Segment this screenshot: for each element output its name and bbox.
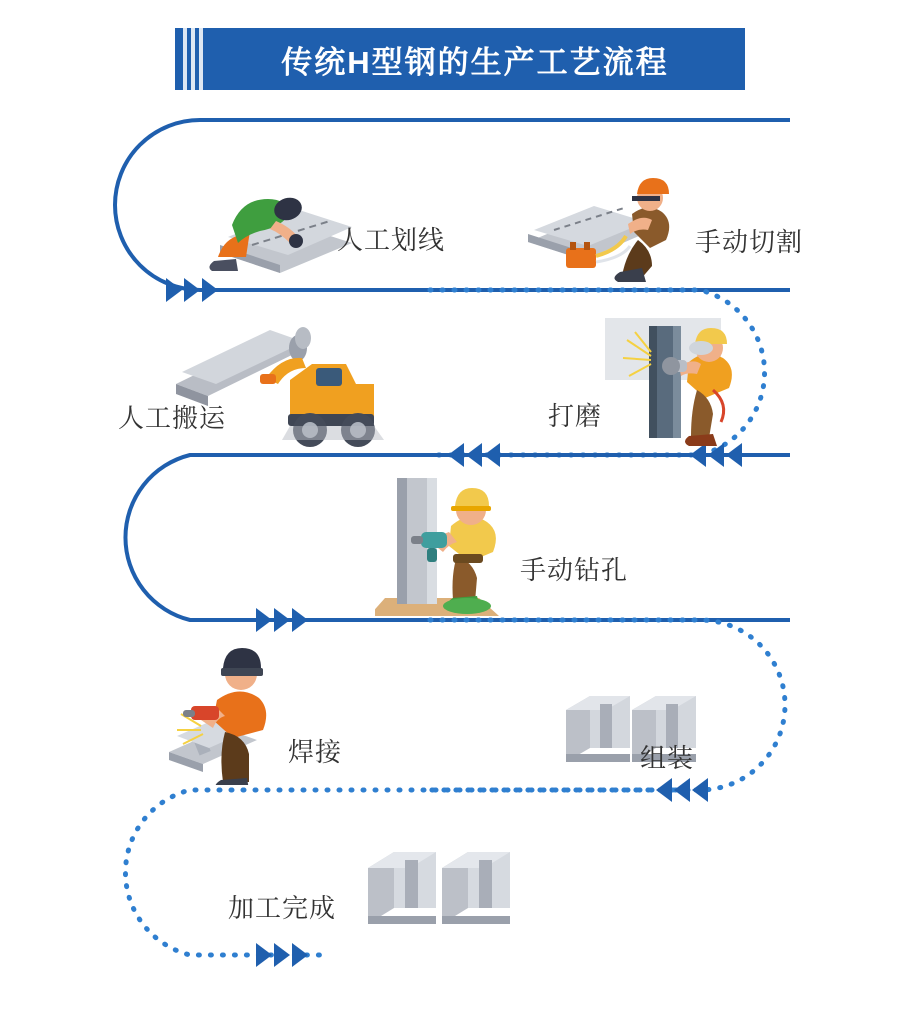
beam-finished-icon [360,832,530,940]
arrow-row2-left [448,443,500,467]
step-label-3: 人工搬运 [118,403,227,433]
arrow-row1-left [166,278,218,302]
step-label-1: 人工划线 [337,225,446,255]
worker-marking-icon [180,165,360,280]
step-label-6: 焊接 [288,737,343,767]
forklift-carry-icon [170,322,405,457]
step-label-4: 打磨 [548,401,603,431]
page-title: 传统H型钢的生产工艺流程 [281,44,669,80]
arrow-row4-right [656,778,708,802]
header-accent-bars [183,28,209,90]
page-header [175,28,745,90]
worker-cutting-icon [520,168,685,286]
worker-grinding-icon [605,318,755,448]
arrow-row3-left [256,608,308,632]
step-label-5: 手动钻孔 [520,555,629,585]
step-label-7: 组装 [640,743,695,773]
arrow-row5-left [256,943,308,967]
step-label-8: 加工完成 [228,893,337,923]
worker-drilling-icon [375,470,525,625]
step-label-2: 手动切割 [695,227,804,257]
